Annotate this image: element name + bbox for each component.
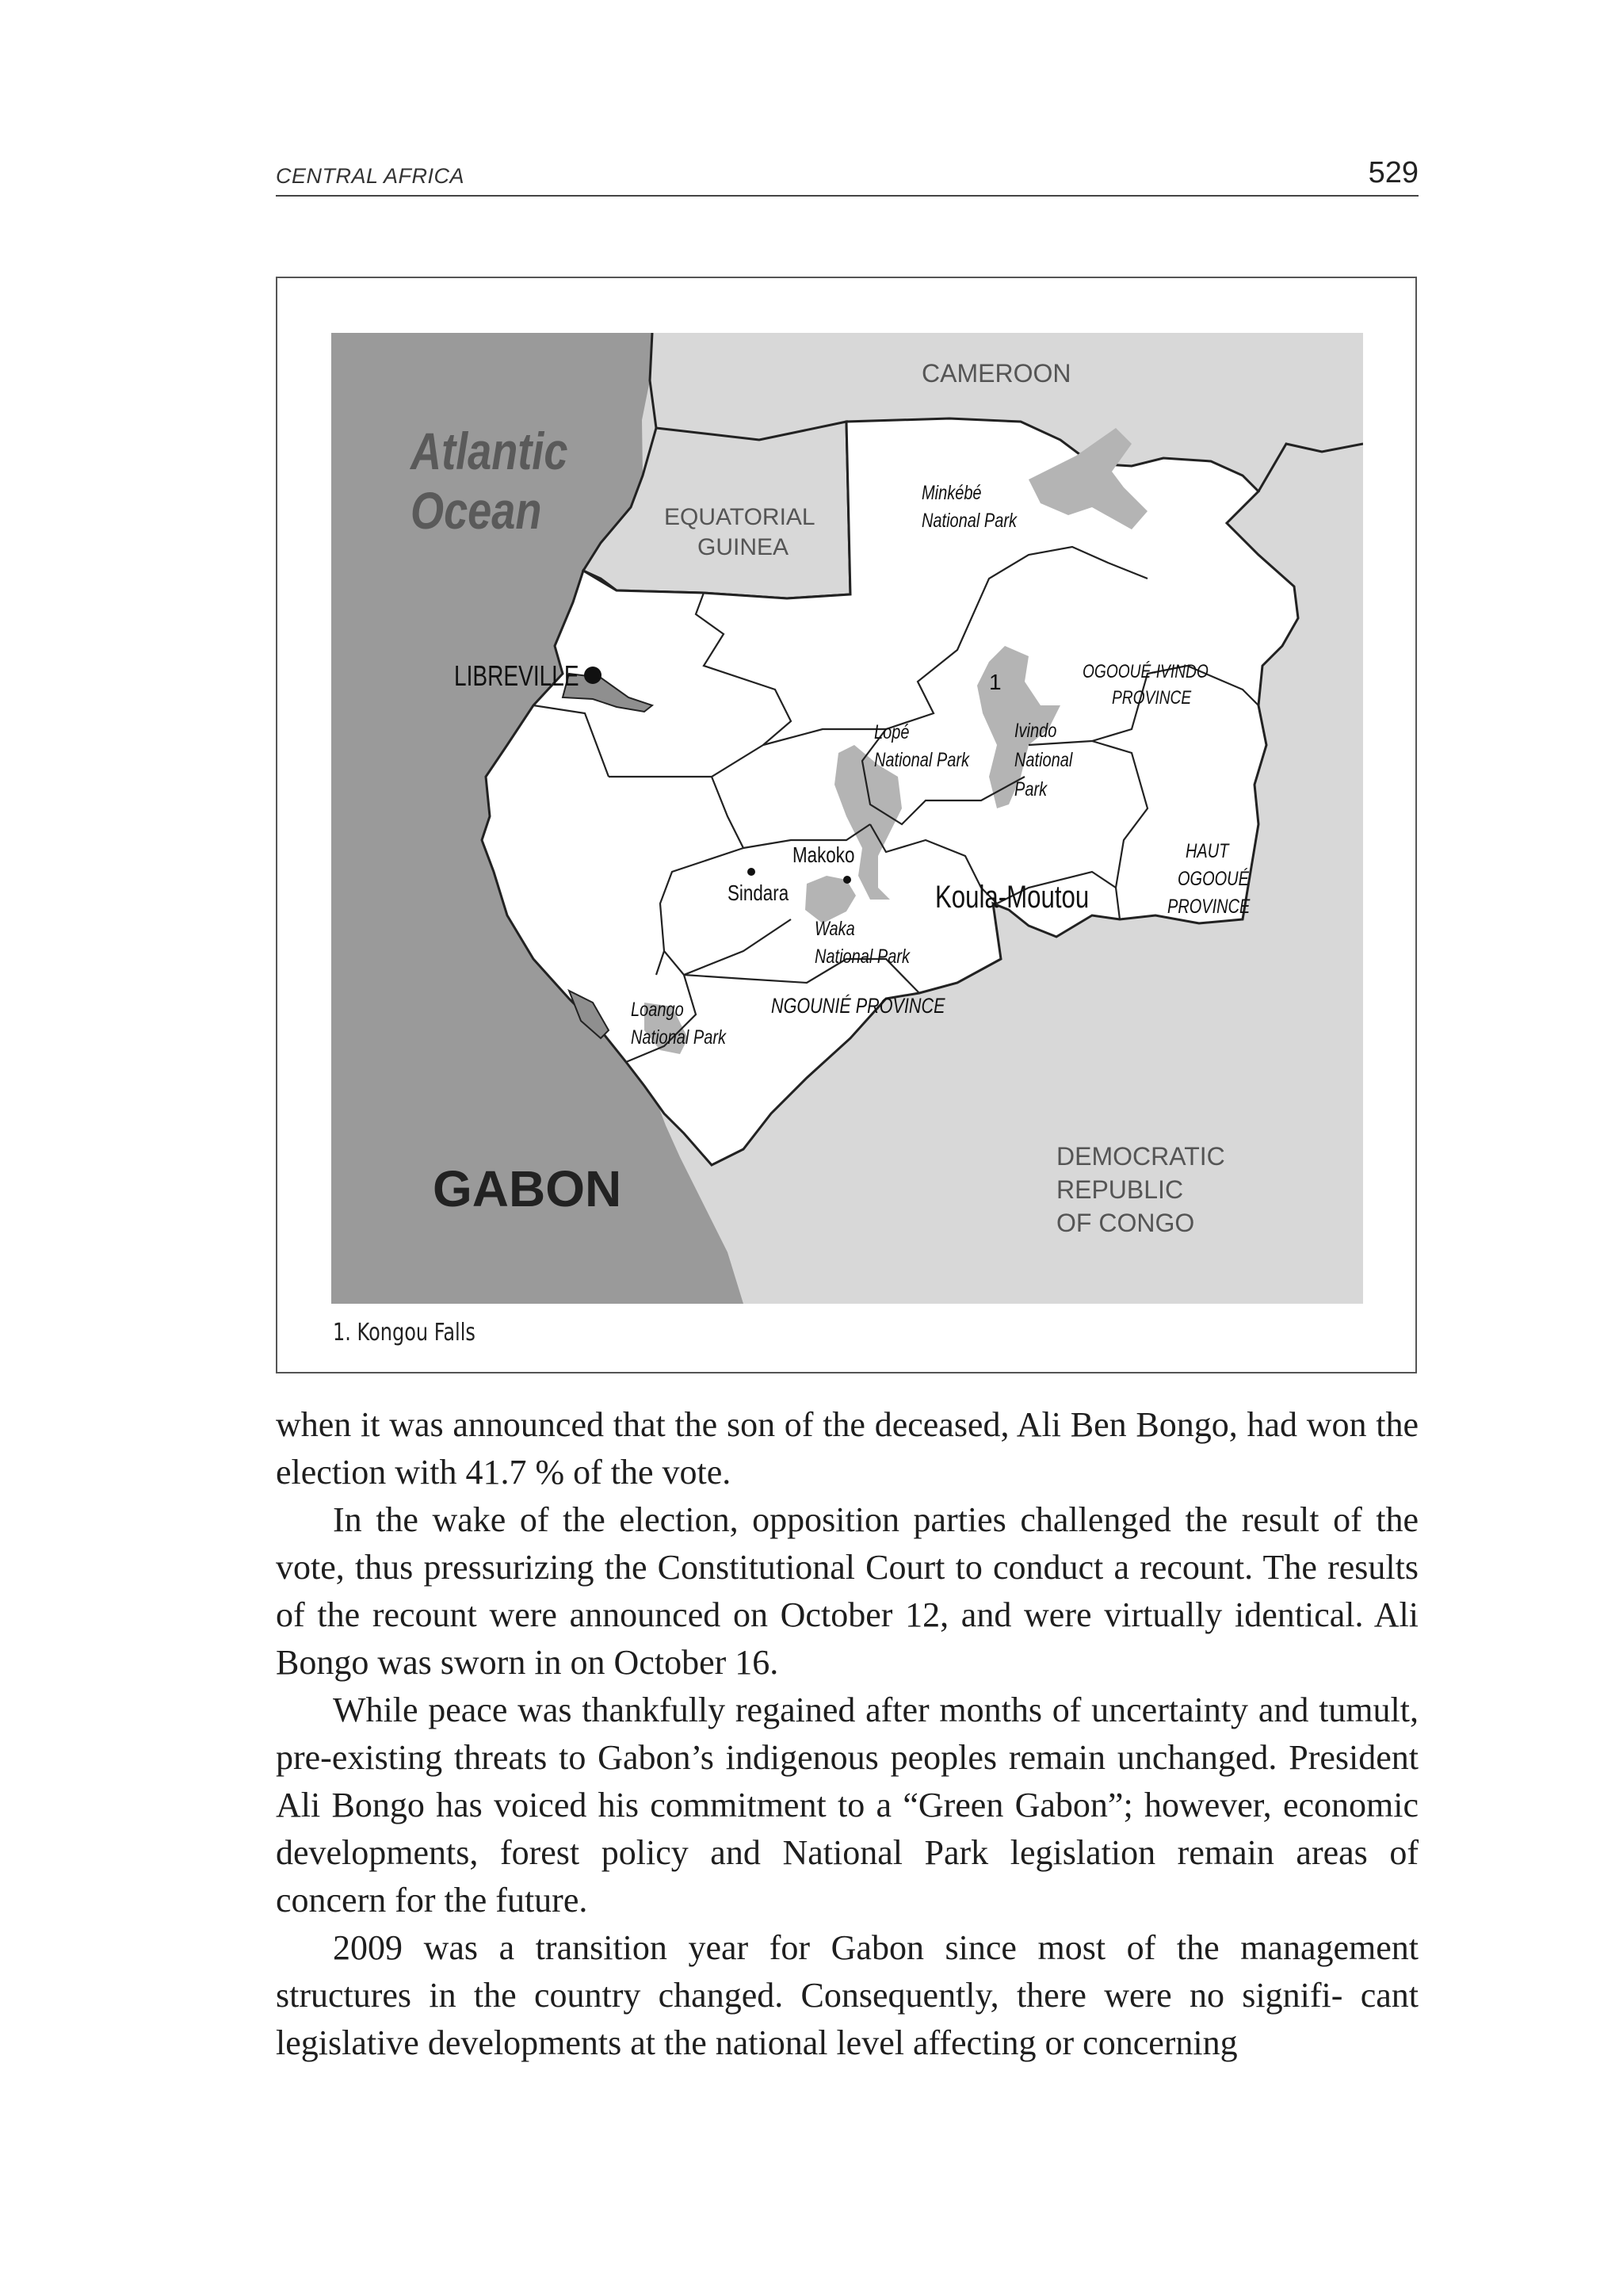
text-line: In the wake of the election, opposition parties challenged the result bbox=[333, 1500, 1319, 1539]
libreville-label: LIBREVILLE bbox=[454, 659, 579, 692]
waka-label-line2: National Park bbox=[815, 945, 910, 968]
text-line: recount. The results of the recount were announced on October 12, and bbox=[276, 1548, 1419, 1634]
text-line: While peace was thankfully regained after months of uncertainty bbox=[333, 1690, 1249, 1729]
gabon-map bbox=[331, 333, 1363, 1304]
running-head-section: CENTRAL AFRICA bbox=[276, 164, 465, 188]
paragraph bbox=[276, 1687, 1419, 1924]
map-svg bbox=[331, 333, 1363, 1304]
minkebe-label-line1: Minkébé bbox=[922, 481, 982, 504]
text-line: of the vote, thus pressurizing the Constitutional Court to conduct a bbox=[276, 1500, 1419, 1587]
text-line: were virtually identical. Ali Bongo was sworn in on October 16. bbox=[276, 1595, 1419, 1682]
sindara-label: Sindara bbox=[727, 881, 789, 906]
loango-label-line2: National Park bbox=[631, 1026, 726, 1049]
text-line: when it was announced that the son of the deceased, Ali Ben Bongo, bbox=[276, 1405, 1238, 1444]
lope-label-line2: National Park bbox=[874, 748, 969, 771]
makoko-label: Makoko bbox=[792, 842, 855, 868]
text-line: unchanged. President Ali Bongo has voiced his commitment to a bbox=[276, 1738, 1419, 1824]
equatorial-guinea-label-line2: GUINEA bbox=[697, 534, 789, 560]
ivindo-label-line3: Park bbox=[1014, 777, 1048, 800]
text-line: National Park legislation remain areas of concern for the future. bbox=[276, 1833, 1419, 1920]
drc-label-line2: REPUBLIC bbox=[1056, 1175, 1184, 1204]
minkebe-label-line2: National Park bbox=[922, 509, 1017, 532]
haut-ogooue-label-line3: PROVINCE bbox=[1167, 895, 1251, 918]
drc-label-line1: DEMOCRATIC bbox=[1056, 1142, 1225, 1171]
kongou-falls-marker: 1 bbox=[989, 670, 1002, 694]
makoko-dot bbox=[843, 876, 851, 884]
text-line: “Green Gabon”; however, economic developments, forest policy and bbox=[276, 1786, 1419, 1872]
libreville-dot bbox=[584, 667, 601, 684]
paragraph bbox=[276, 1401, 1419, 1496]
paragraph bbox=[276, 1496, 1419, 1687]
text-line: cant legislative developments at the national level affecting or concerning bbox=[276, 1976, 1419, 2062]
ivindo-label-line2: National bbox=[1014, 748, 1073, 771]
page-number: 529 bbox=[1368, 156, 1419, 189]
ngounie-label: NGOUNIÉ PROVINCE bbox=[771, 994, 945, 1018]
lope-label-line1: Lopé bbox=[874, 720, 910, 743]
haut-ogooue-label-line2: OGOOUÉ bbox=[1178, 867, 1249, 890]
loango-label-line1: Loango bbox=[631, 998, 684, 1021]
waka-label-line1: Waka bbox=[815, 917, 855, 940]
gabon-label: GABON bbox=[433, 1160, 622, 1217]
drc-label-line3: OF CONGO bbox=[1056, 1209, 1195, 1237]
text-line: and tumult, pre-existing threats to Gabon’s indigenous peoples remain bbox=[276, 1690, 1419, 1777]
map-figure bbox=[276, 277, 1417, 1373]
ocean-label-line2: Ocean bbox=[411, 480, 542, 541]
running-head bbox=[276, 155, 1419, 197]
text-line: had won the election with 41.7 % of the vote. bbox=[276, 1405, 1419, 1492]
haut-ogooue-label-line1: HAUT bbox=[1186, 839, 1229, 862]
ogooue-ivindo-label-line1: OGOOUÉ-IVINDO bbox=[1083, 659, 1209, 682]
map-caption: 1. Kongou Falls bbox=[333, 1319, 475, 1347]
koula-moutou-label: Koula-Moutou bbox=[935, 879, 1090, 915]
ivindo-label-line1: Ivindo bbox=[1014, 719, 1057, 742]
ogooue-ivindo-label-line2: PROVINCE bbox=[1112, 686, 1192, 709]
ocean-label-line1: Atlantic bbox=[411, 421, 568, 481]
body-text bbox=[276, 1401, 1419, 2067]
text-line: structures in the country changed. Consequently, there were no signifi- bbox=[276, 1976, 1343, 2015]
paragraph bbox=[276, 1924, 1419, 2067]
equatorial-guinea-label-line1: EQUATORIAL bbox=[664, 504, 815, 530]
cameroon-label: CAMEROON bbox=[922, 359, 1071, 388]
text-line: 2009 was a transition year for Gabon since most of the management bbox=[333, 1928, 1419, 1967]
sindara-dot bbox=[747, 868, 755, 876]
